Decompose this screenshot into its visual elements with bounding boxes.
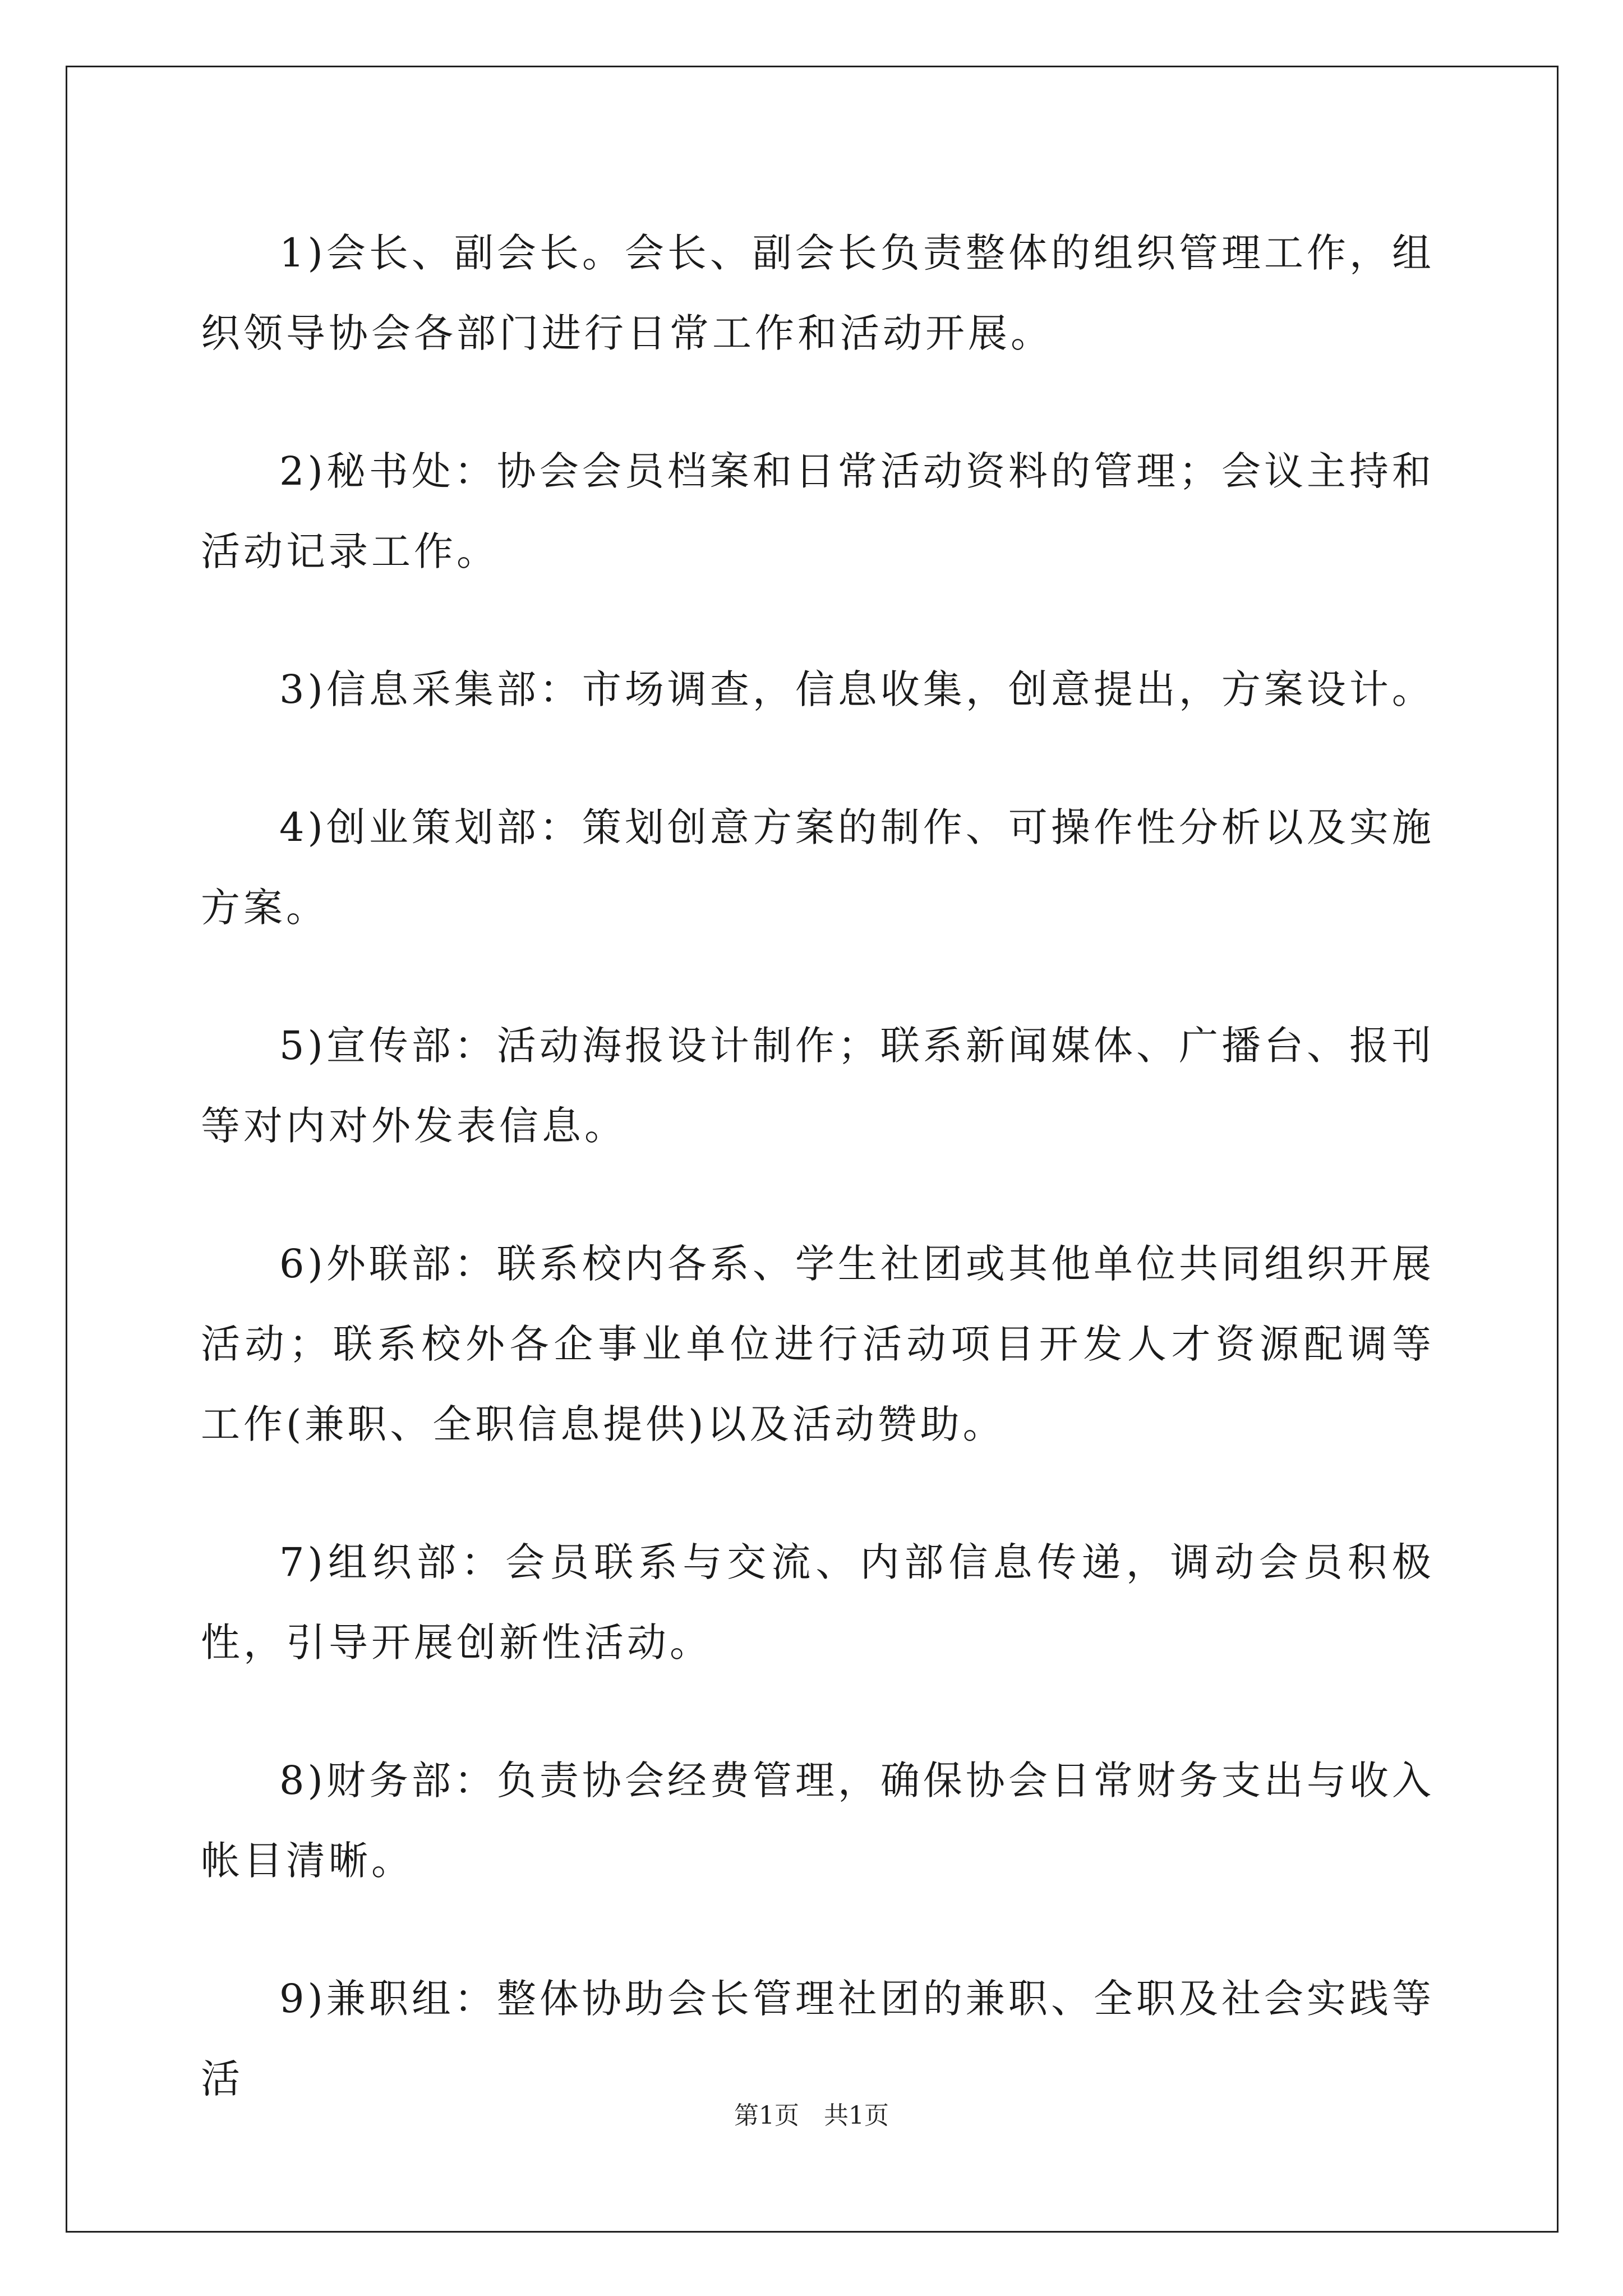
document-body — [201, 213, 1435, 2177]
paragraph-part-time: 9)兼职组：整体协助会长管理社团的兼职、全职及社会实践等活 — [201, 1976, 1435, 2102]
paragraph-publicity: 5)宣传部：活动海报设计制作；联系新闻媒体、广播台、报刊等对内对外发表信息。 — [201, 1023, 1435, 1149]
page-total: 共1页 — [824, 2101, 889, 2130]
paragraph-finance: 8)财务部：负责协会经费管理，确保协会日常财务支出与收入帐目清晰。 — [201, 1757, 1435, 1884]
paragraph-president: 1)会长、副会长。会长、副会长负责整体的组织管理工作，组织领导协会各部门进行日常工作和活动开展。 — [201, 230, 1435, 356]
page-footer — [0, 2095, 1623, 2131]
paragraph-secretariat: 2)秘书处：协会会员档案和日常活动资料的管理；会议主持和活动记录工作。 — [201, 448, 1435, 574]
page-number: 第1页 — [734, 2101, 799, 2130]
paragraph-organization: 7)组织部：会员联系与交流、内部信息传递，调动会员积极性，引导开展创新性活动。 — [201, 1539, 1435, 1665]
paragraph-planning: 4)创业策划部：策划创意方案的制作、可操作性分析以及实施方案。 — [201, 804, 1435, 931]
paragraph-info-collection: 3)信息采集部：市场调查，信息收集，创意提出，方案设计。 — [279, 666, 1435, 712]
paragraph-external-relations: 6)外联部：联系校内各系、学生社团或其他单位共同组织开展活动；联系校外各企事业单位进行活动项目开发人才资源配调等工作(兼职、全职信息提供)以及活动赞助。 — [201, 1241, 1435, 1447]
